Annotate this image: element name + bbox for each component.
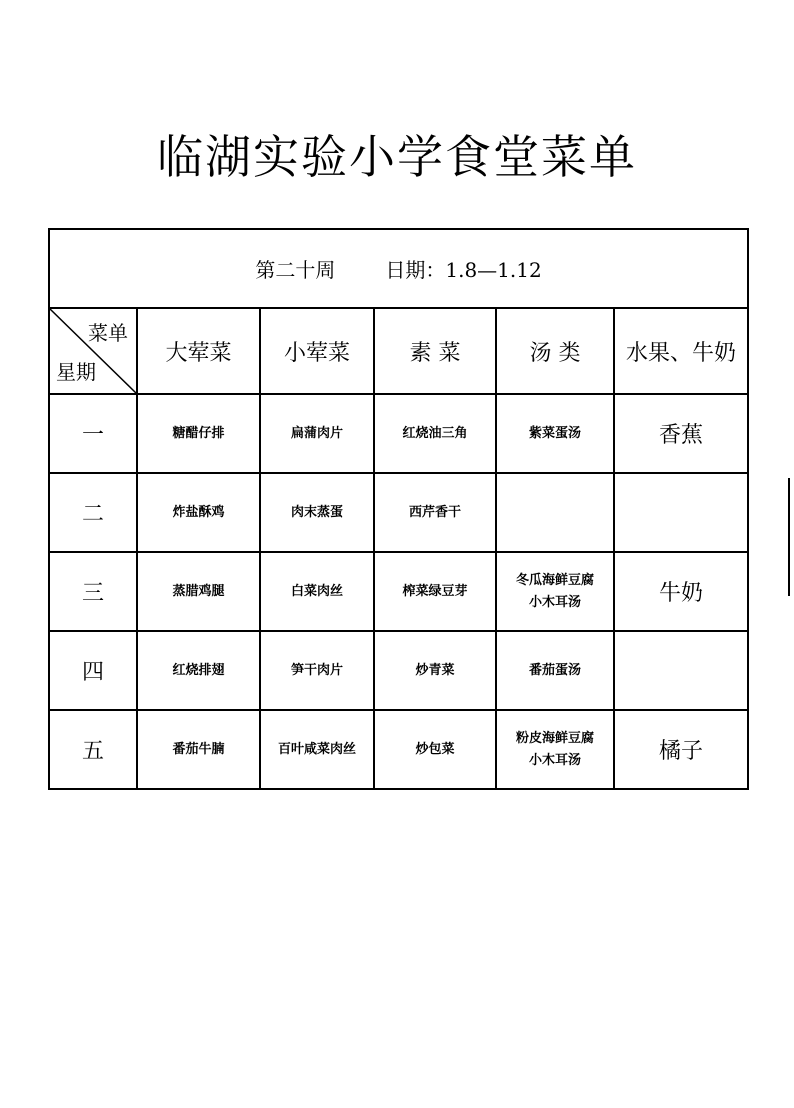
small-meat-cell: 扁蒲肉片 xyxy=(260,394,374,473)
small-meat-cell: 笋干肉片 xyxy=(260,631,374,710)
corner-top-label: 菜单 xyxy=(88,321,128,345)
fruit-cell xyxy=(614,473,748,552)
page-edge-mark xyxy=(788,478,790,596)
column-header: 汤 类 xyxy=(496,308,614,394)
day-cell: 一 xyxy=(49,394,137,473)
vegetable-cell: 榨菜绿豆芽 xyxy=(374,552,496,631)
soup-line: 番茄蛋汤 xyxy=(528,662,581,678)
soup-line: 小木耳汤 xyxy=(528,752,581,768)
vegetable-cell: 红烧油三角 xyxy=(374,394,496,473)
small-meat-cell: 白菜肉丝 xyxy=(260,552,374,631)
column-header: 大荤菜 xyxy=(137,308,260,394)
vegetable-cell: 炒包菜 xyxy=(374,710,496,789)
day-cell: 二 xyxy=(49,473,137,552)
date-label: 日期：1.8—1.12 xyxy=(385,258,542,282)
table-row xyxy=(49,473,748,552)
small-meat-cell: 肉末蒸蛋 xyxy=(260,473,374,552)
column-header: 小荤菜 xyxy=(260,308,374,394)
soup-cell xyxy=(496,710,614,789)
small-meat-cell: 百叶咸菜肉丝 xyxy=(260,710,374,789)
vegetable-cell: 西芹香干 xyxy=(374,473,496,552)
soup-cell xyxy=(496,552,614,631)
table-row xyxy=(49,552,748,631)
week-info-cell xyxy=(49,229,748,308)
week-label: 第二十周 xyxy=(255,258,336,282)
header-row xyxy=(49,308,748,394)
page-title: 临湖实验小学食堂菜单 xyxy=(157,130,637,184)
table-row xyxy=(49,631,748,710)
soup-line: 冬瓜海鲜豆腐 xyxy=(515,572,594,588)
table-row xyxy=(49,710,748,789)
soup-line: 粉皮海鲜豆腐 xyxy=(515,730,594,746)
table-row xyxy=(49,394,748,473)
fruit-cell: 橘子 xyxy=(614,710,748,789)
fruit-cell: 香蕉 xyxy=(614,394,748,473)
column-header: 素 菜 xyxy=(374,308,496,394)
big-meat-cell: 红烧排翅 xyxy=(137,631,260,710)
day-cell: 五 xyxy=(49,710,137,789)
big-meat-cell: 糖醋仔排 xyxy=(137,394,260,473)
corner-header-cell xyxy=(49,308,137,394)
big-meat-cell: 炸盐酥鸡 xyxy=(137,473,260,552)
soup-cell xyxy=(496,473,614,552)
menu-table xyxy=(48,228,749,790)
soup-line: 紫菜蛋汤 xyxy=(528,425,581,441)
fruit-cell: 牛奶 xyxy=(614,552,748,631)
soup-cell xyxy=(496,394,614,473)
soup-cell xyxy=(496,631,614,710)
big-meat-cell: 番茄牛腩 xyxy=(137,710,260,789)
week-info-row xyxy=(49,229,748,308)
fruit-cell xyxy=(614,631,748,710)
big-meat-cell: 蒸腊鸡腿 xyxy=(137,552,260,631)
soup-line: 小木耳汤 xyxy=(528,594,581,610)
corner-bottom-label: 星期 xyxy=(56,360,96,384)
day-cell: 四 xyxy=(49,631,137,710)
vegetable-cell: 炒青菜 xyxy=(374,631,496,710)
day-cell: 三 xyxy=(49,552,137,631)
column-header: 水果、牛奶 xyxy=(614,308,748,394)
